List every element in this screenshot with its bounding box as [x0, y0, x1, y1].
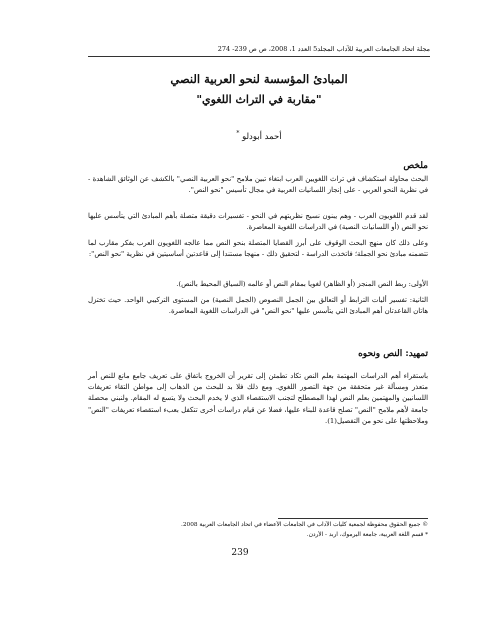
- footnote-affiliation: * قسم اللغة العربية، جامعة اليرموك، اربد - الأردن.: [306, 532, 428, 538]
- running-header: مجلة اتحاد الجامعات العربية للآداب المجلد5 العدد 1، 2008، ص ص 239- 274: [217, 45, 430, 53]
- author-line: [88, 128, 430, 143]
- article-subtitle: "مقاربة في التراث اللغوي": [196, 93, 322, 106]
- header-rule: [88, 56, 430, 57]
- page-number: 239: [231, 548, 249, 558]
- abstract-heading: ملخص: [403, 161, 428, 171]
- author-name: أحمد أبودلو: [242, 131, 282, 142]
- footnote-copyright: © جميع الحقوق محفوظة لجمعية كليات الآداب في الجامعات الأعضاء في اتحاد الجامعات العربية 2008.: [180, 522, 428, 528]
- footnote-rule: [278, 518, 428, 519]
- abstract-paragraph-4: الأولى: ربط النص المنجز (أو الظاهر) لغويا بمقام النص أو عالمه (السياق المحيط بالنص).: [176, 280, 428, 288]
- abstract-paragraph-2: لقد قدم اللغويون العرب - وهم يبنون نسيج نظريتهم في النحو - تفسيرات دقيقة متصلة بأهم المبادئ التي يتأسس عليها نحو النص (أو اللسانيات النصية) في الدراسات اللغوية المعاصرة.: [88, 212, 428, 232]
- abstract-paragraph-1: البحث محاولة استكشاف في تراث اللغويين العرب ابتغاء تبين ملامح "نحو العربية النصي" بالكشف عن الوثائق الشاهدة - في نظرية النحو العربي - على إنجاز اللسانيات العربية في مجال تأسيس "نحو النص".: [88, 175, 428, 195]
- author-footnote-mark: *: [236, 130, 240, 137]
- intro-heading: تمهيد: النص ونحوه: [358, 349, 428, 359]
- intro-paragraph: باستقراء أهم الدراسات المهتمة بعلم النص تكاد تطمئن إلى تقرير أن الخروج باتفاق على تعريف جامع مانع للنص أمر متعذر ومسألة غير متحققة من جهة التصور اللغوي. ومع ذلك فلا بد للبحث من الذهاب إلى مواطن التقاء تعريفات اللسانيين والمهتمين بعلم النص لهذا المصطلح لتجنب الاستقصاء الذي لا يخدم البحث ولا يتسع له المقام. ولنبني محصلة جامعة لأهم ملامح "النص" تصلح قاعدة للبناء عليها، فضلا عن قيام دراسات أخرى تتكفل بعبء استقصاء تعريفات "النص" وملاحظتها على نحو من التفصيل(1).: [88, 372, 428, 425]
- article-title: المبادئ المؤسسة لنحو العربية النصي: [170, 72, 348, 86]
- abstract-paragraph-5: الثانية: تفسير أليات الترابط أو التعالق بين الجمل النصوص (الجمل النصية) من المستوى التركيبي الواحد. حيث تختزل هاتان القاعدتان أهم المبادئ التي يتأسس عليها "نحو النص" في الدراسات اللغوية المعاصرة.: [88, 296, 428, 316]
- abstract-paragraph-3: وعلى ذلك كان منهج البحث الوقوف على أبرز القضايا المتصلة بنحو النص مما عالجه اللغويون العرب بفكر مقارب لما تتضمنه مبادئ نحو الجملة؛ فاتخذت الدراسة - لتحقيق ذلك - منهجا مستندا إلى قاعدتين أساسيتين في نظرية "نحو النص":: [88, 239, 428, 259]
